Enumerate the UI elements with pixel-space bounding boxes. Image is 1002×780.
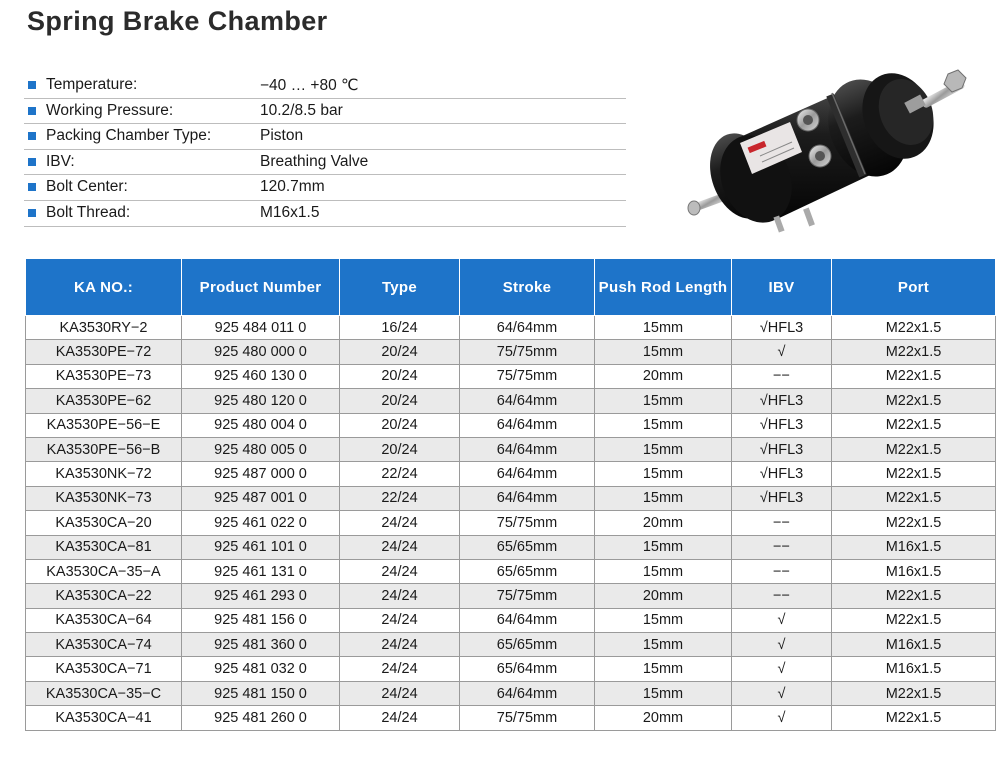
spec-label: Bolt Center: (46, 178, 128, 196)
cell-ibv: √ (732, 340, 832, 364)
header-port: Port (832, 259, 996, 316)
cell-stroke: 65/65mm (460, 535, 595, 559)
cell-product-number: 925 481 260 0 (182, 706, 340, 730)
table-row (26, 340, 996, 364)
cell-type: 24/24 (340, 511, 460, 535)
cell-port: M22x1.5 (832, 437, 996, 461)
cell-stroke: 64/64mm (460, 389, 595, 413)
table-row (26, 389, 996, 413)
cell-type: 24/24 (340, 633, 460, 657)
cell-ibv: √ (732, 633, 832, 657)
cell-type: 20/24 (340, 413, 460, 437)
spec-row-packing-chamber-type (24, 124, 626, 150)
cell-port: M22x1.5 (832, 413, 996, 437)
header-stroke: Stroke (460, 259, 595, 316)
cell-ka-no: KA3530CA−35−A (26, 559, 182, 583)
header-ibv: IBV (732, 259, 832, 316)
table-row (26, 486, 996, 510)
cell-stroke: 65/65mm (460, 633, 595, 657)
cell-stroke: 75/75mm (460, 364, 595, 388)
cell-stroke: 64/64mm (460, 608, 595, 632)
cell-type: 22/24 (340, 462, 460, 486)
cell-ibv: −− (732, 559, 832, 583)
table-row (26, 681, 996, 705)
cell-type: 24/24 (340, 535, 460, 559)
cell-port: M22x1.5 (832, 608, 996, 632)
cell-product-number: 925 461 101 0 (182, 535, 340, 559)
spec-list (24, 73, 626, 227)
table-row (26, 413, 996, 437)
cell-port: M16x1.5 (832, 535, 996, 559)
cell-ka-no: KA3530NK−72 (26, 462, 182, 486)
cell-type: 20/24 (340, 340, 460, 364)
cell-stroke: 64/64mm (460, 316, 595, 340)
cell-push-rod-length: 20mm (595, 511, 732, 535)
cell-ka-no: KA3530PE−56−B (26, 437, 182, 461)
cell-ibv: √ (732, 657, 832, 681)
cell-push-rod-length: 20mm (595, 706, 732, 730)
cell-push-rod-length: 15mm (595, 437, 732, 461)
table-row (26, 633, 996, 657)
table-row (26, 559, 996, 583)
table-row (26, 657, 996, 681)
cell-push-rod-length: 15mm (595, 559, 732, 583)
bullet-icon (28, 81, 36, 89)
cell-port: M22x1.5 (832, 511, 996, 535)
cell-product-number: 925 480 120 0 (182, 389, 340, 413)
spec-row-temperature (24, 73, 626, 99)
cell-product-number: 925 481 156 0 (182, 608, 340, 632)
cell-ibv: √ (732, 681, 832, 705)
cell-product-number: 925 461 022 0 (182, 511, 340, 535)
cell-type: 16/24 (340, 316, 460, 340)
cell-ka-no: KA3530PE−72 (26, 340, 182, 364)
cell-ka-no: KA3530CA−20 (26, 511, 182, 535)
cell-product-number: 925 480 005 0 (182, 437, 340, 461)
cell-ka-no: KA3530PE−73 (26, 364, 182, 388)
spec-value: Breathing Valve (260, 152, 369, 170)
cell-port: M16x1.5 (832, 633, 996, 657)
page-title: Spring Brake Chamber (27, 6, 328, 36)
cell-ibv: √HFL3 (732, 389, 832, 413)
cell-stroke: 75/75mm (460, 511, 595, 535)
cell-type: 22/24 (340, 486, 460, 510)
table-header-row (26, 259, 996, 316)
header-type: Type (340, 259, 460, 316)
cell-type: 24/24 (340, 608, 460, 632)
cell-push-rod-length: 15mm (595, 608, 732, 632)
cell-stroke: 64/64mm (460, 413, 595, 437)
table-row (26, 706, 996, 730)
cell-push-rod-length: 20mm (595, 364, 732, 388)
table-row (26, 584, 996, 608)
cell-ibv: √HFL3 (732, 437, 832, 461)
cell-ka-no: KA3530RY−2 (26, 316, 182, 340)
cell-type: 20/24 (340, 389, 460, 413)
spec-label: Working Pressure: (46, 101, 174, 119)
cell-product-number: 925 480 000 0 (182, 340, 340, 364)
cell-ibv: −− (732, 535, 832, 559)
cell-ka-no: KA3530CA−74 (26, 633, 182, 657)
cell-port: M22x1.5 (832, 584, 996, 608)
spec-label: Bolt Thread: (46, 203, 131, 221)
cell-push-rod-length: 15mm (595, 389, 732, 413)
cell-ibv: √ (732, 706, 832, 730)
cell-type: 24/24 (340, 657, 460, 681)
cell-port: M22x1.5 (832, 486, 996, 510)
cell-product-number: 925 481 360 0 (182, 633, 340, 657)
cell-product-number: 925 460 130 0 (182, 364, 340, 388)
cell-ibv: √HFL3 (732, 316, 832, 340)
spec-label: Temperature: (46, 76, 138, 93)
bullet-icon (28, 107, 36, 115)
spec-value: 10.2/8.5 bar (260, 101, 343, 119)
cell-ka-no: KA3530CA−71 (26, 657, 182, 681)
spec-value: M16x1.5 (260, 203, 320, 221)
cell-push-rod-length: 15mm (595, 657, 732, 681)
spec-value: Piston (260, 127, 304, 145)
cell-ka-no: KA3530CA−22 (26, 584, 182, 608)
bullet-icon (28, 209, 36, 217)
cell-port: M16x1.5 (832, 559, 996, 583)
cell-push-rod-length: 15mm (595, 535, 732, 559)
cell-port: M22x1.5 (832, 681, 996, 705)
table-row (26, 535, 996, 559)
header-product-number: Product Number (182, 259, 340, 316)
bullet-icon (28, 158, 36, 166)
cell-ibv: −− (732, 584, 832, 608)
header-push-rod-length: Push Rod Length (595, 259, 732, 316)
brake-chamber-product-photo (680, 48, 980, 234)
spec-label: Packing Chamber Type: (46, 127, 212, 145)
cell-port: M22x1.5 (832, 706, 996, 730)
cell-product-number: 925 481 150 0 (182, 681, 340, 705)
spec-label: IBV: (46, 152, 75, 170)
cell-ibv: −− (732, 364, 832, 388)
cell-ibv: √HFL3 (732, 462, 832, 486)
cell-port: M16x1.5 (832, 657, 996, 681)
cell-type: 20/24 (340, 437, 460, 461)
spec-table (25, 258, 996, 731)
cell-push-rod-length: 20mm (595, 584, 732, 608)
spec-row-bolt-thread (24, 201, 626, 227)
cell-ka-no: KA3530NK−73 (26, 486, 182, 510)
cell-ka-no: KA3530CA−35−C (26, 681, 182, 705)
cell-product-number: 925 461 131 0 (182, 559, 340, 583)
cell-product-number: 925 481 032 0 (182, 657, 340, 681)
table-row (26, 608, 996, 632)
cell-ibv: √ (732, 608, 832, 632)
cell-product-number: 925 461 293 0 (182, 584, 340, 608)
cell-stroke: 64/64mm (460, 462, 595, 486)
cell-stroke: 75/75mm (460, 706, 595, 730)
spec-value: 120.7mm (260, 178, 325, 196)
bullet-icon (28, 132, 36, 140)
cell-stroke: 65/64mm (460, 657, 595, 681)
cell-stroke: 75/75mm (460, 340, 595, 364)
cell-port: M22x1.5 (832, 462, 996, 486)
cell-stroke: 75/75mm (460, 584, 595, 608)
cell-push-rod-length: 15mm (595, 413, 732, 437)
cell-ibv: −− (732, 511, 832, 535)
cell-stroke: 64/64mm (460, 437, 595, 461)
cell-ka-no: KA3530PE−62 (26, 389, 182, 413)
cell-stroke: 65/65mm (460, 559, 595, 583)
cell-product-number: 925 487 000 0 (182, 462, 340, 486)
cell-port: M22x1.5 (832, 389, 996, 413)
cell-push-rod-length: 15mm (595, 462, 732, 486)
cell-push-rod-length: 15mm (595, 316, 732, 340)
cell-port: M22x1.5 (832, 316, 996, 340)
table-row (26, 511, 996, 535)
cell-stroke: 64/64mm (460, 681, 595, 705)
cell-ka-no: KA3530CA−41 (26, 706, 182, 730)
spec-value: −40 … +80 ℃ (260, 77, 359, 94)
cell-ibv: √HFL3 (732, 486, 832, 510)
cell-type: 24/24 (340, 681, 460, 705)
cell-type: 20/24 (340, 364, 460, 388)
spec-row-ibv (24, 150, 626, 176)
cell-ka-no: KA3530CA−64 (26, 608, 182, 632)
table-row (26, 437, 996, 461)
cell-type: 24/24 (340, 559, 460, 583)
table-row (26, 364, 996, 388)
cell-push-rod-length: 15mm (595, 681, 732, 705)
header-ka-no: KA NO.: (26, 259, 182, 316)
cell-stroke: 64/64mm (460, 486, 595, 510)
cell-ka-no: KA3530PE−56−E (26, 413, 182, 437)
bullet-icon (28, 183, 36, 191)
cell-port: M22x1.5 (832, 364, 996, 388)
cell-push-rod-length: 15mm (595, 633, 732, 657)
cell-product-number: 925 480 004 0 (182, 413, 340, 437)
table-body (26, 316, 996, 731)
cell-port: M22x1.5 (832, 340, 996, 364)
cell-ka-no: KA3530CA−81 (26, 535, 182, 559)
cell-push-rod-length: 15mm (595, 340, 732, 364)
table-row (26, 462, 996, 486)
spec-row-bolt-center (24, 175, 626, 201)
spec-row-working-pressure (24, 99, 626, 125)
cell-type: 24/24 (340, 584, 460, 608)
cell-type: 24/24 (340, 706, 460, 730)
table-row (26, 316, 996, 340)
cell-ibv: √HFL3 (732, 413, 832, 437)
cell-push-rod-length: 15mm (595, 486, 732, 510)
cell-product-number: 925 487 001 0 (182, 486, 340, 510)
cell-product-number: 925 484 011 0 (182, 316, 340, 340)
